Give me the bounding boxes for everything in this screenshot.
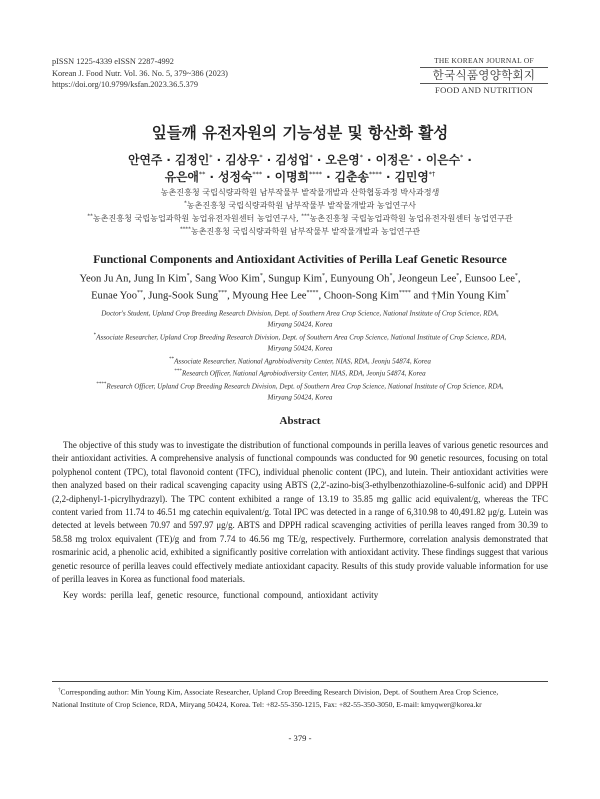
- author-affiliation-mark: ****: [398, 290, 411, 296]
- footnote-divider: [52, 681, 548, 682]
- dagger-mark: †: [58, 688, 61, 693]
- english-affiliation-line: ***Research Officer, National Agrobiodiversity Center, NIAS, RDA, Jeonju 54874, Korea: [174, 369, 426, 378]
- issn-line: pISSN 1225-4339 eISSN 2287-4992: [52, 57, 174, 66]
- korean-affiliation-4: ****농촌진흥청 국립식량과학원 남부작물부 밭작물개발과 농업연구관: [179, 226, 421, 236]
- author-affiliation-mark: *†: [428, 170, 436, 179]
- english-affiliation-line: **Associate Researcher, National Agrobiodiversity Center, NIAS, RDA, Jeonju 54874, Korea: [169, 357, 431, 366]
- author-affiliation-mark: *: [505, 290, 509, 296]
- korean-author-name: 이은수: [425, 153, 461, 167]
- korean-author-name: 성정숙: [218, 170, 253, 184]
- korean-author-name: 이명희: [274, 170, 309, 184]
- author-affiliation-mark: ****: [306, 290, 319, 296]
- author-affiliation-mark: *: [460, 153, 464, 162]
- journal-citation-block: [52, 56, 228, 91]
- keywords: Key words: perilla leaf, genetic resource, functional compound, antioxidant activity: [63, 590, 379, 600]
- korean-author-name: 김민영: [394, 170, 429, 184]
- abstract-body: The objective of this study was to investigate the distribution of functional compounds in perilla leaves of various genetic resources and their antioxidant activities. A comprehensive analysis of functional compounds was conducted for 90 genetic resources, focusing on total polyphenol content (TPC), total flavonoid content (TFC), individual phenolic content (IPC), and lutein. Their antioxidant activities were then analyzed based on their radical scavenging capacity using ABTS (2,2'-azino-bis(3-ethylbenzothiazoline-6-sulfonic acid) and DPPH (2,2-diphenyl-1-picrylhydrazyl). The TPC content exhibited a range of 13.19 to 35.85 mg gallic acid equivalent/g, whereas the TFC content varied from 11.74 to 46.51 mg catechin equivalent/g. Total IPC was detected in a range of 6,310.98 to 40,491.82 μg/g. Lutein was detected at levels between 70.97 and 597.97 μg/g. ABTS and DPPH radical scavenging activities of perilla leaves ranged from 30.39 to 58.58 mg trolox equivalent (TE)/g and from 7.74 to 46.56 mg TE/g, respectively. Furthermore, correlation analysis demonstrated that rosmarinic acid, a phenolic acid, exhibited a significantly positive correlation with antioxidant activity. These findings suggest that various genetic resource of perilla leaves could effectively mediate antioxidant capacity. Results of this study provide valuable information for use of perilla leaves in Korea as functional food materials.: [52, 440, 548, 585]
- author-affiliation-mark: ****: [368, 170, 382, 179]
- author-affiliation-mark: *: [409, 153, 414, 162]
- korean-authors-line-2: 유은애** · 성정숙*** · 이명희**** · 김춘송**** · 김민영*†: [164, 170, 436, 184]
- author-affiliation-mark: *: [209, 153, 213, 162]
- author-affiliation-mark: ***: [252, 170, 263, 179]
- english-affiliation-line: Miryang 50424, Korea: [267, 344, 333, 353]
- korean-author-name: 김상우: [225, 153, 260, 167]
- english-title: Functional Components and Antioxidant Activities of Perilla Leaf Genetic Resource: [93, 253, 507, 266]
- korean-author-name: 김성업: [275, 153, 310, 167]
- author-affiliation-mark: **: [198, 170, 206, 179]
- korean-author-name: 김춘송: [334, 170, 369, 184]
- korean-author-name: 오은영: [325, 153, 360, 167]
- english-affiliation-line: *Associate Researcher, Upland Crop Breeding Research Division, Dept. of Southern Area Crop Science, National Institute of Crop Science, RDA,: [93, 333, 507, 342]
- korean-title: 잎들깨 유전자원의 기능성분 및 항산화 활성: [151, 124, 449, 142]
- korean-authors-line-1: 안연주 · 김정인* · 김상우* · 김성업* · 오은영* · 이정은* · 이은수* ·: [128, 153, 472, 167]
- page-number: - 379 -: [288, 733, 312, 743]
- english-affiliation-line: Doctor's Student, Upland Crop Breeding Research Division, Dept. of Southern Area Crop Science, National Institute of Crop Science, RDA,: [101, 309, 499, 318]
- author-affiliation-mark: *: [259, 273, 263, 279]
- author-affiliation-mark: ***: [218, 290, 228, 296]
- korean-author-name: 유은애: [164, 170, 199, 184]
- english-affiliation-line: ****Research Officer, Upland Crop Breeding Research Division, Dept. of Southern Area Crop Science, National Institute of Crop Science, RDA,: [96, 382, 504, 391]
- author-affiliation-mark: ****: [308, 170, 322, 179]
- author-affiliation-mark: **: [137, 290, 143, 296]
- korean-affiliation-1: 농촌진흥청 국립식량과학원 남부작물부 밭작물개발과 산학협동과정 박사과정생: [160, 187, 440, 197]
- author-affiliation-mark: *: [309, 153, 313, 162]
- author-affiliation-mark: *: [456, 273, 460, 279]
- korean-author-name: 김정인: [175, 153, 210, 167]
- korean-affiliation-2: *농촌진흥청 국립식량과학원 남부작물부 밭작물개발과 농업연구사: [184, 200, 416, 210]
- author-affiliation-mark: *: [322, 273, 325, 279]
- journal-logo-block: [420, 56, 548, 95]
- korean-author-name: 이정은: [375, 153, 410, 167]
- abstract-heading: Abstract: [279, 415, 321, 427]
- journal-name-korean: 한국식품영양학회지: [432, 68, 536, 82]
- author-affiliation-mark: *: [389, 273, 393, 279]
- korean-author-name: 안연주: [128, 153, 163, 167]
- english-authors-line-2: Eunae Yoo**, Jung-Sook Sung***, Myoung Hee Lee****, Choon-Song Kim**** and †Min Young Kim*: [91, 290, 509, 302]
- author-affiliation-mark: *: [359, 153, 363, 162]
- citation-line: Korean J. Food Nutr. Vol. 36. No. 5, 379~386 (2023): [52, 68, 228, 78]
- author-affiliation-mark: *: [259, 153, 263, 162]
- english-authors-line-1: Yeon Ju An, Jung In Kim*, Sang Woo Kim*, Sungup Kim*, Eunyoung Oh*, Jeongeun Lee*, Eunsoo Lee*,: [79, 273, 521, 285]
- english-affiliation-line: Miryang 50424, Korea: [267, 393, 333, 402]
- journal-name-bottom: FOOD AND NUTRITION: [420, 83, 548, 95]
- korean-affiliation-3: **농촌진흥청 국립농업과학원 농업유전자원센터 농업연구사, ***농촌진흥청 국립농업과학원 농업유전자원센터 농업연구관: [87, 213, 513, 223]
- author-affiliation-mark: *: [514, 273, 518, 279]
- doi-link[interactable]: https://doi.org/10.9799/ksfan.2023.36.5.379: [52, 80, 198, 90]
- author-affiliation-mark: *: [186, 273, 190, 279]
- english-affiliation-line: Miryang 50424, Korea: [267, 320, 333, 329]
- corresponding-author-footnote: †Corresponding author: Min Young Kim, Associate Researcher, Upland Crop Breeding Research Division, Dept. of Southern Area Crop Science, National Institute of Crop Science, RDA, Miryang 50424, Korea. Tel: +82-55-350-1215, Fax: +82-55-350-3050, E-mail: kmyqwer@korea.kr: [52, 687, 499, 709]
- journal-name-top: THE KOREAN JOURNAL OF: [420, 56, 548, 68]
